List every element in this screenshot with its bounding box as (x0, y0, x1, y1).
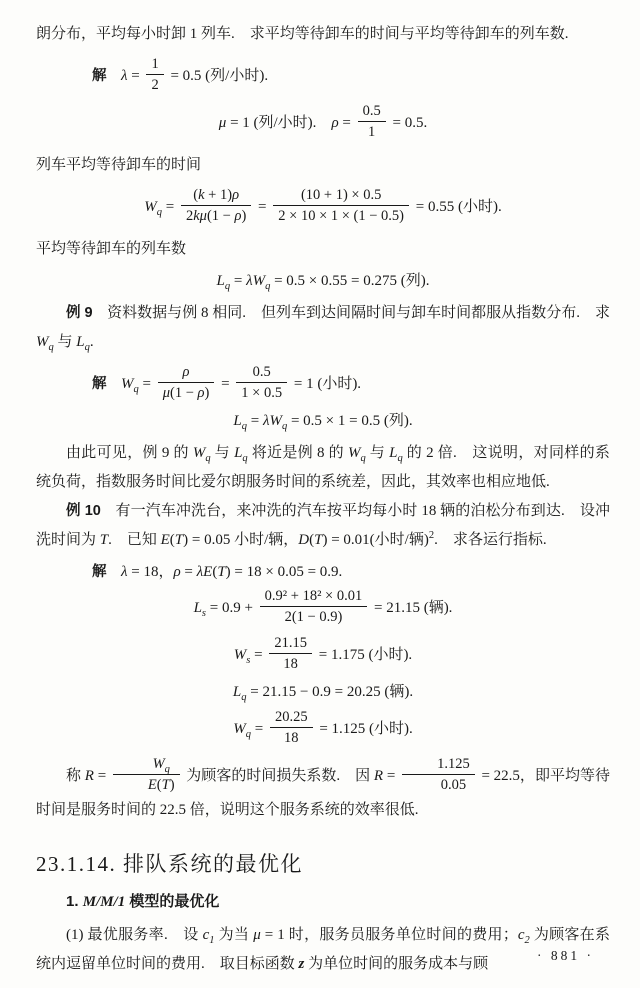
text-run: ( (212, 563, 218, 580)
text-run: q (281, 420, 288, 432)
text-run: q (241, 420, 247, 432)
text-run: ( (309, 531, 315, 548)
text-run: 为当 (214, 927, 254, 943)
text-run: W (152, 756, 165, 772)
text-run: ( (156, 777, 162, 793)
fraction (146, 55, 163, 94)
text-run: kμ (193, 208, 207, 224)
text-run: = (127, 67, 144, 84)
fraction (236, 363, 287, 402)
text-run: L (76, 333, 85, 350)
text-run: ) = 0.01(小时/辆) (322, 531, 429, 548)
formula-lq-erlang (36, 272, 610, 291)
text-run: W (192, 444, 206, 461)
fraction (269, 634, 312, 673)
text-run: E (160, 531, 170, 548)
text-run: T (314, 531, 323, 548)
text-run: M/M/1 (82, 894, 126, 910)
text-run: 朗分布，平均每小时卸 1 列车. 求平均等待卸车的时间与平均等待卸车的列车数. (36, 26, 569, 42)
text-run: R (373, 767, 384, 784)
formula-rho-example10 (36, 563, 610, 582)
text-run: 1 (151, 56, 159, 72)
text-run: . (89, 333, 94, 350)
text-run: W (233, 720, 246, 737)
label-avg-wait-time (36, 151, 610, 180)
text-run: (1 − (170, 384, 198, 401)
text-run: W (233, 647, 247, 664)
text-run: (1 − (206, 208, 235, 224)
text-run: R (84, 767, 94, 784)
fraction (260, 587, 368, 626)
text-run: = 22.5，即平均等待时间是服务时间的 22.5 倍，说明这个服务系统的效率很低. (36, 767, 610, 818)
text-run: ) = 18 × 0.05 = 0.9. (225, 563, 343, 580)
text-run: ( (193, 187, 199, 203)
text-run: L (234, 444, 243, 461)
text-run: = (162, 198, 178, 215)
text-run: (10 + 1) × 0.5 (300, 187, 382, 203)
text-run: 解 (92, 375, 121, 392)
text-run: μ (218, 114, 227, 131)
text-run: 由此可见，例 9 的 (66, 444, 193, 461)
text-run: 解 (92, 563, 121, 580)
text-run: 2(1 − 0.9) (284, 609, 343, 626)
formula-wq-erlang (36, 188, 610, 227)
para-example-10 (36, 497, 610, 555)
text-run: L (233, 412, 242, 429)
text-run: 0.05 (440, 777, 467, 793)
text-run: 1. (66, 893, 83, 910)
text-run: 2 × 10 × 1 × (1 − 0.5) (278, 208, 405, 224)
text-run: = 0.9 + (206, 600, 257, 617)
text-run: ( (169, 531, 175, 548)
label-avg-wait-count (36, 235, 610, 264)
text-run: 称 (66, 767, 85, 784)
subsection-heading-mm1 (36, 891, 610, 913)
text-run: L (232, 684, 242, 701)
text-run: λW (262, 412, 282, 429)
text-run: q (84, 341, 90, 353)
text-run: = 21.15 − 0.9 = 20.25 (辆). (246, 684, 414, 701)
text-run: 0.9² + 18² × 0.01 (264, 588, 363, 605)
text-run: λ (121, 563, 128, 580)
text-run: = 0.5. (388, 114, 428, 131)
text-run: T (217, 563, 226, 580)
text-run: 为顾客在系统内逗留单位时间的费用. 取目标函数 (36, 927, 610, 972)
text-run: = (138, 375, 155, 392)
text-run: = (217, 375, 234, 392)
text-run: = (254, 198, 271, 215)
text-run: = (250, 720, 267, 737)
formula-wq-example10 (36, 710, 610, 749)
text-run: q (241, 692, 247, 704)
text-run: 为顾客的时间损失系数. 因 (182, 767, 374, 784)
fraction (181, 186, 251, 225)
text-run: ) = 0.05 小时/辆， (183, 531, 299, 548)
section-heading-23-1-14 (36, 851, 610, 877)
text-run: 列车平均等待卸车的时间 (36, 157, 202, 173)
text-run: ρ (232, 187, 240, 203)
text-run: q (156, 206, 163, 218)
text-run: 的 2 倍. 这说明，对同样的系统负荷，指数服务时间比爱尔朗服务时间的系统差，因此，其效率也相应地低. (36, 444, 610, 490)
text-run: = 21.15 (辆). (370, 600, 453, 617)
text-run: W (121, 375, 134, 392)
text-run: = 0.5 × 0.55 = 0.275 (列). (270, 273, 430, 289)
text-run: = (383, 767, 400, 784)
text-run: 2 (186, 208, 194, 224)
text-run: = 0.5 × 1 = 0.5 (列). (287, 412, 413, 429)
text-run: 20.25 (274, 709, 308, 725)
text-run: = (338, 114, 355, 131)
text-run: λ (121, 67, 128, 84)
text-run: D (298, 531, 310, 548)
text-run: = 0.55 (小时). (412, 198, 502, 215)
text-run: 0.5 (252, 363, 271, 380)
text-run: + 1) (204, 187, 233, 203)
text-run: q (48, 341, 54, 353)
text-run: 平均等待卸车的列车数 (36, 241, 187, 257)
text-run: 1.125 (437, 756, 470, 772)
text-run: 23.1.14. 排队系统的最优化 (36, 852, 303, 876)
fraction (158, 363, 215, 402)
text-run: 与 (53, 333, 77, 350)
para-optimal-service-rate (36, 921, 610, 979)
formula-mu-rho (36, 104, 610, 143)
text-run: L (389, 444, 398, 461)
text-run: W (36, 333, 49, 350)
text-run: ) (169, 777, 175, 793)
fraction (270, 708, 313, 747)
text-run: . 求各运行指标. (434, 531, 547, 548)
text-run: s (201, 608, 206, 620)
text-run: q (242, 452, 248, 464)
text-run: q (133, 383, 139, 395)
para-loss-coefficient (36, 757, 610, 825)
text-run: ρ (234, 208, 242, 224)
text-run: 例 9 (66, 304, 108, 321)
fraction (273, 186, 409, 225)
text-run: 1 (209, 935, 215, 946)
text-run: 模型的最优化 (125, 893, 220, 910)
text-run: = (180, 563, 197, 580)
text-run: = 1 (小时). (290, 375, 362, 392)
para-example-9 (36, 299, 610, 357)
text-run: = (230, 273, 247, 289)
text-run: W (347, 444, 361, 461)
formula-lambda (36, 57, 610, 96)
para-problem-statement (36, 20, 610, 49)
text-run: ρ (331, 114, 339, 131)
formula-lq-example10 (36, 683, 610, 702)
text-run: T (161, 777, 170, 793)
text-run: ) (241, 208, 247, 224)
text-run: 2 (524, 935, 530, 946)
text-run: E (147, 777, 157, 793)
text-run: 18 (283, 656, 298, 673)
text-run: = (247, 412, 263, 429)
text-run: = 1.125 (小时). (315, 720, 413, 737)
text-run: ρ (173, 563, 181, 580)
text-run: (1) 最优服务率. 设 (66, 927, 203, 943)
text-run: q (224, 281, 231, 292)
text-run: T (174, 531, 184, 548)
text-run: ρ (197, 384, 205, 401)
text-run: . 已知 (108, 531, 161, 548)
text-run: 有一汽车冲洗台，来冲洗的汽车按平均每小时 18 辆的泊松分布到达. 设冲洗时间为 (36, 502, 610, 548)
text-run: 将近是例 8 的 (247, 444, 348, 461)
text-run: 为单位时间的服务成本与顾 (304, 956, 489, 972)
text-run: 0.5 (362, 103, 381, 119)
text-run: 18 (284, 730, 299, 746)
text-run: μ (253, 927, 261, 943)
para-comparison (36, 439, 610, 497)
text-run: c (202, 927, 210, 943)
text-run: q (205, 452, 211, 464)
text-run: = 0.5 (列/小时). (166, 67, 269, 84)
text-run: 1 × 0.5 (241, 384, 283, 401)
text-run: q (164, 763, 170, 775)
text-run: T (99, 531, 109, 548)
fraction (358, 102, 386, 141)
formula-ws-example10 (36, 636, 610, 675)
text-run: 1 (368, 124, 376, 140)
text-run: L (216, 273, 225, 289)
text-run: = 1 (列/小时). (226, 114, 332, 131)
text-run: c (517, 927, 525, 943)
text-run: q (245, 728, 251, 740)
text-run: L (193, 600, 202, 617)
text-run: q (397, 452, 403, 464)
text-run: μ (162, 384, 170, 401)
text-run: q (265, 281, 271, 292)
text-run: 资料数据与例 8 相同. 但列车到达间隔时间与卸车时间都服从指数分布. 求 (107, 304, 610, 321)
text-run: 与 (365, 444, 390, 461)
text-run: 解 (92, 67, 121, 84)
text-run: 2 (428, 529, 435, 541)
text-run: 21.15 (274, 635, 307, 652)
text-run: q (360, 452, 366, 464)
text-run: 例 10 (66, 502, 116, 519)
text-run: = (93, 767, 110, 784)
text-run: λW (246, 273, 266, 289)
page-number: · 881 · (537, 948, 594, 963)
text-run: W (144, 198, 157, 215)
text-run: = 1.175 (小时). (314, 647, 413, 664)
text-run: = 1 时，服务员服务单位时间的费用； (260, 927, 518, 943)
text-run: = 18， (127, 563, 174, 580)
fraction (402, 755, 475, 794)
fraction (113, 755, 180, 794)
page-content (36, 20, 610, 979)
text-run: z (298, 956, 305, 972)
formula-ls-example10 (36, 589, 610, 628)
formula-wq-exp (36, 365, 610, 404)
text-run: ) (204, 384, 210, 401)
text-run: s (246, 655, 251, 667)
text-run: ρ (182, 363, 190, 380)
text-run: 2 (151, 77, 159, 93)
formula-lq-exp (36, 412, 610, 431)
text-run: 与 (210, 444, 235, 461)
text-run: k (198, 187, 205, 203)
text-run: λE (196, 563, 213, 580)
text-run: = (250, 647, 267, 664)
